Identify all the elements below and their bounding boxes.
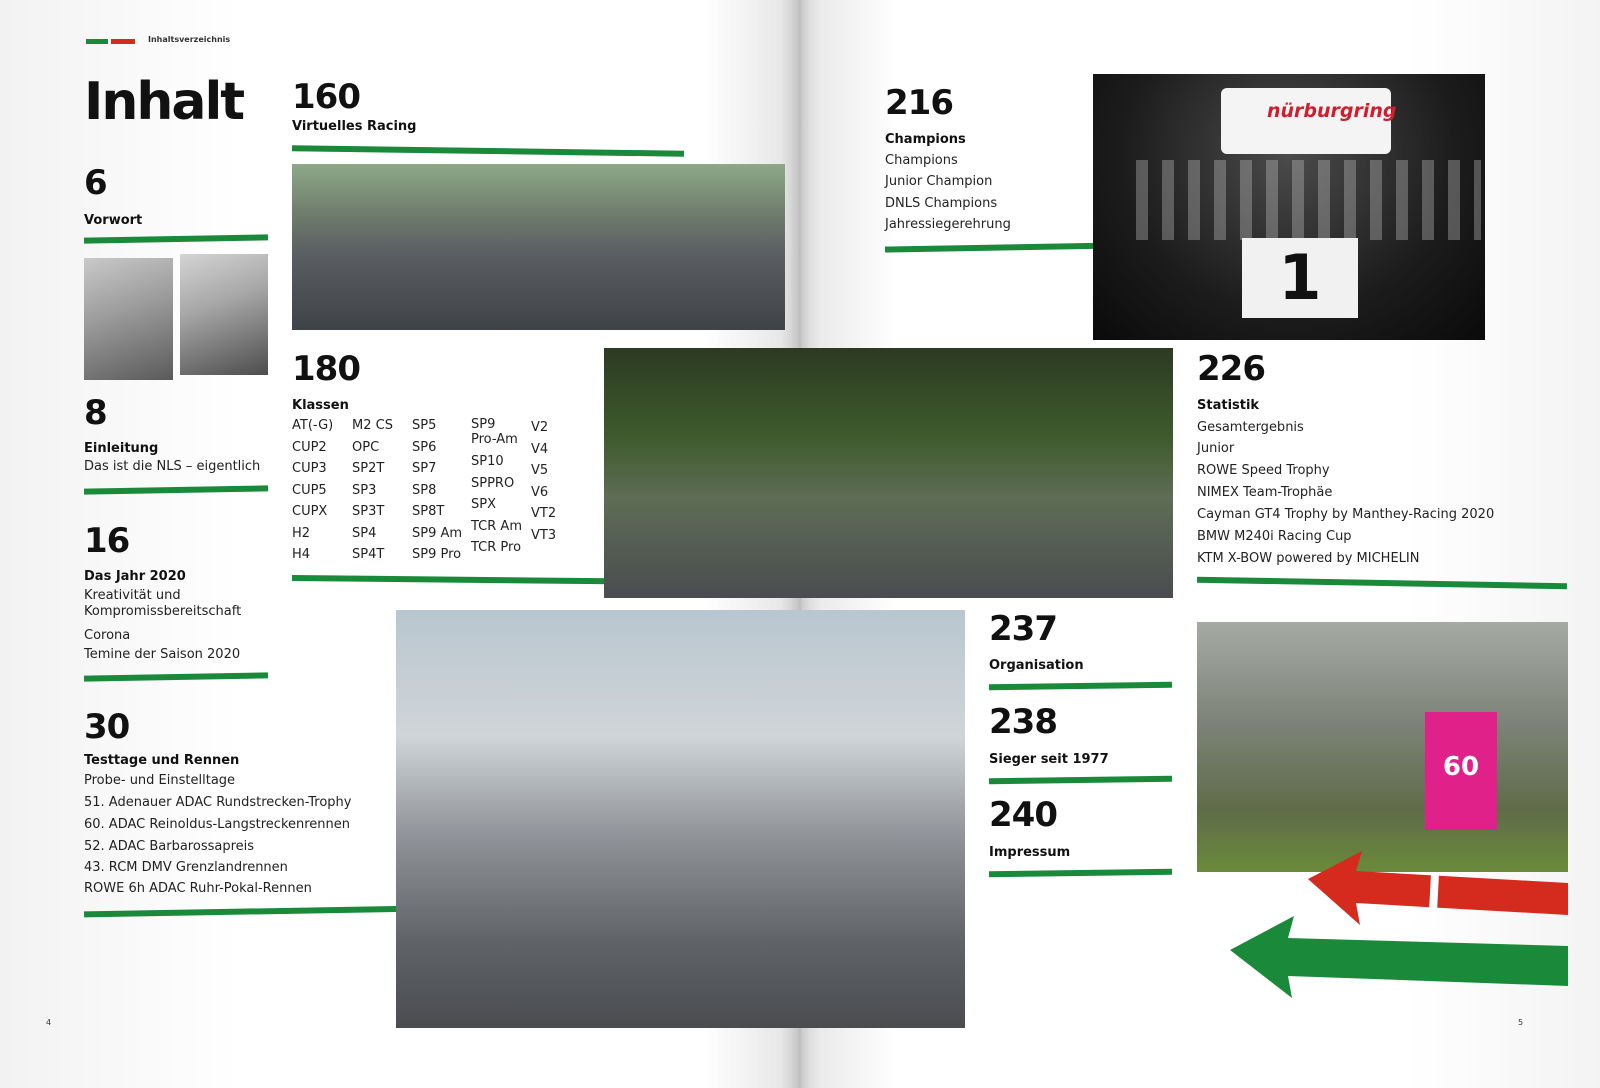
class-item: CUP2 bbox=[292, 439, 327, 455]
portrait-photo-2 bbox=[180, 254, 268, 375]
class-item: SP5 bbox=[412, 418, 437, 433]
toc-item: Cayman GT4 Trophy by Manthey-Racing 2020 bbox=[1197, 507, 1495, 522]
number-plate bbox=[1425, 712, 1497, 830]
toc-page-number: 180 bbox=[292, 349, 360, 389]
class-item: V2 bbox=[531, 420, 549, 435]
class-column bbox=[292, 418, 352, 569]
toc-page-number: 238 bbox=[989, 702, 1057, 742]
toc-item: Das ist die NLS – eigentlich bbox=[84, 459, 261, 474]
class-item: V5 bbox=[531, 463, 549, 478]
toc-item: Champions bbox=[885, 153, 958, 168]
toc-item: ROWE 6h ADAC Ruhr-Pokal-Rennen bbox=[84, 881, 312, 896]
portrait-photo-1 bbox=[84, 258, 173, 380]
class-item: H2 bbox=[292, 525, 311, 541]
flag-red-bar bbox=[111, 39, 135, 44]
class-column bbox=[412, 418, 472, 569]
page-title: Inhalt bbox=[84, 72, 244, 132]
toc-page-number: 240 bbox=[989, 795, 1057, 835]
class-item: SP8T bbox=[412, 504, 445, 519]
class-item: SP6 bbox=[412, 439, 437, 455]
toc-item: BMW M240i Racing Cup bbox=[1197, 529, 1352, 544]
class-item: SPPRO bbox=[471, 475, 515, 491]
toc-page-number: 8 bbox=[84, 393, 107, 433]
toc-item: Junior bbox=[1197, 441, 1235, 456]
toc-item: 43. RCM DMV Grenzlandrennen bbox=[84, 860, 288, 875]
nuerburgring-sign bbox=[1221, 88, 1397, 154]
class-item: SP2T bbox=[352, 461, 385, 476]
class-column bbox=[352, 418, 412, 569]
toc-page-number: 6 bbox=[84, 163, 107, 203]
flag-green-bar bbox=[86, 39, 108, 44]
toc-item: 52. ADAC Barbarossapreis bbox=[84, 839, 255, 854]
toc-heading: Virtuelles Racing bbox=[292, 119, 417, 134]
class-column bbox=[471, 418, 531, 562]
class-item: SP9 Am bbox=[412, 525, 463, 541]
toc-page-number: 30 bbox=[84, 707, 130, 747]
class-item: TCR Pro bbox=[471, 540, 522, 555]
toc-item: DNLS Champions bbox=[885, 196, 998, 211]
toc-item: ROWE Speed Trophy bbox=[1197, 463, 1330, 478]
podium-block bbox=[1242, 238, 1358, 318]
plate-number: 60 bbox=[1442, 752, 1480, 782]
class-item: VT3 bbox=[531, 527, 557, 543]
toc-page-number: 16 bbox=[84, 521, 130, 561]
toc-item: KTM X-BOW powered by MICHELIN bbox=[1197, 551, 1420, 566]
toc-heading: Organisation bbox=[989, 658, 1084, 673]
class-item: V6 bbox=[531, 484, 549, 500]
trophies bbox=[1136, 160, 1481, 240]
toc-item: Probe- und Einstelltage bbox=[84, 773, 236, 788]
class-item: V4 bbox=[531, 441, 549, 457]
class-item: AT(-G) bbox=[292, 418, 334, 433]
class-item: VT2 bbox=[531, 506, 557, 521]
toc-item: 60. ADAC Reinoldus-Langstreckenrennen bbox=[84, 817, 351, 832]
toc-heading: Vorwort bbox=[84, 213, 143, 228]
toc-heading: Statistik bbox=[1197, 398, 1260, 413]
photo-race-cars bbox=[604, 348, 1173, 598]
class-column bbox=[531, 420, 581, 549]
toc-item: Junior Champion bbox=[885, 174, 993, 189]
class-item: TCR Am bbox=[471, 518, 522, 534]
class-item: SP8 bbox=[412, 482, 437, 498]
toc-item: Corona bbox=[84, 628, 131, 643]
page-number-right: 5 bbox=[1518, 1018, 1524, 1027]
toc-heading: Impressum bbox=[989, 845, 1071, 860]
toc-heading: Das Jahr 2020 bbox=[84, 569, 186, 584]
podium-number: 1 bbox=[1278, 241, 1322, 314]
class-item: M2 CS bbox=[352, 418, 393, 433]
class-item: SP4T bbox=[352, 547, 385, 562]
green-arrow-icon bbox=[1226, 912, 1568, 1002]
class-item: SPX bbox=[471, 497, 496, 512]
running-head: Inhaltsverzeichnis bbox=[148, 35, 231, 44]
photo-marshal-flags bbox=[1197, 622, 1568, 872]
class-item: CUP3 bbox=[292, 461, 327, 476]
toc-heading: Champions bbox=[885, 132, 966, 147]
class-item: H4 bbox=[292, 547, 311, 562]
class-item: SP7 bbox=[412, 461, 437, 476]
page-number-left: 4 bbox=[46, 1018, 52, 1027]
class-item: OPC bbox=[352, 439, 380, 455]
class-item: SP3 bbox=[352, 482, 377, 498]
class-item: SP9 Pro bbox=[412, 547, 462, 562]
sign-text: nürburgring bbox=[1267, 100, 1397, 122]
photo-virtual-racing bbox=[292, 164, 785, 330]
class-item: SP3T bbox=[352, 504, 385, 519]
toc-item: Gesamtergebnis bbox=[1197, 420, 1304, 435]
toc-item: Jahressiegerehrung bbox=[885, 217, 1011, 232]
toc-heading: Testtage und Rennen bbox=[84, 753, 240, 768]
class-item: SP4 bbox=[352, 525, 377, 541]
toc-heading: Einleitung bbox=[84, 441, 159, 456]
toc-heading: Klassen bbox=[292, 398, 349, 413]
toc-item: 51. Adenauer ADAC Rundstrecken-Trophy bbox=[84, 795, 352, 810]
class-item: SP10 bbox=[471, 454, 504, 469]
class-item: CUP5 bbox=[292, 482, 327, 498]
toc-item: Kreativität und Kompromissbereitschaft bbox=[84, 588, 242, 619]
toc-page-number: 226 bbox=[1197, 349, 1265, 389]
toc-item: NIMEX Team-Trophäe bbox=[1197, 485, 1333, 500]
photo-race-start bbox=[396, 610, 965, 1028]
class-item: CUPX bbox=[292, 504, 328, 519]
toc-heading: Sieger seit 1977 bbox=[989, 752, 1109, 767]
toc-page-number: 237 bbox=[989, 609, 1057, 649]
toc-page-number: 160 bbox=[292, 77, 360, 117]
class-item: SP9 Pro-Am bbox=[471, 417, 518, 447]
toc-page-number: 216 bbox=[885, 83, 953, 123]
toc-item: Temine der Saison 2020 bbox=[84, 647, 241, 662]
